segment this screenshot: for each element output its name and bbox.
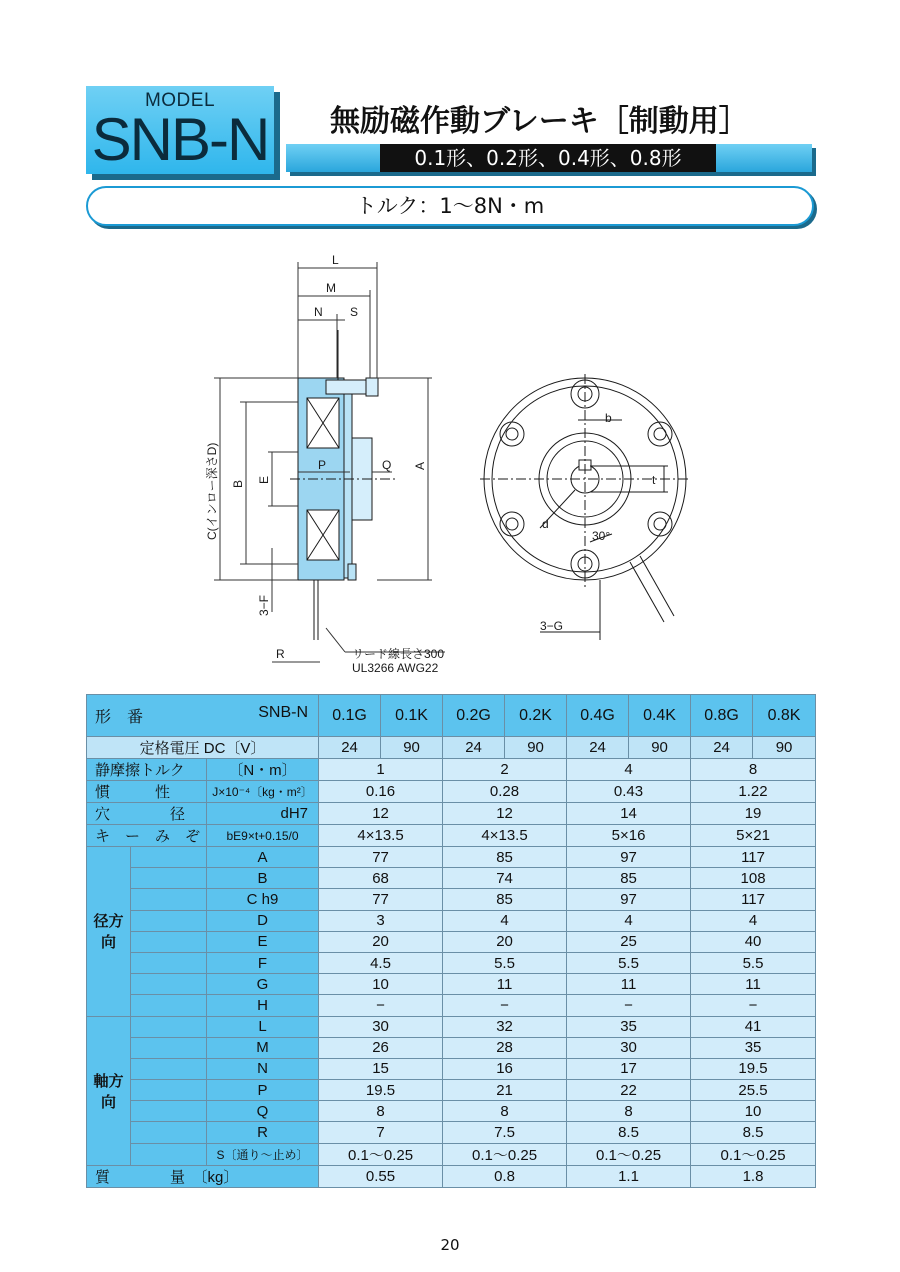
value-cell: 30 — [319, 1016, 443, 1037]
side-view — [290, 330, 395, 640]
value-cell: − — [443, 995, 567, 1016]
value-cell: 5.5 — [567, 952, 691, 973]
value-cell: 85 — [567, 868, 691, 889]
radial-category: 径方向 — [87, 847, 131, 1017]
torque-label: 静摩擦トルク — [87, 759, 207, 781]
voltage-cell: 90 — [753, 737, 816, 759]
value-cell: 4 — [443, 910, 567, 931]
bore-label: 穴 径 — [87, 803, 207, 825]
key-label: キ ー み ぞ — [87, 825, 207, 847]
value-cell: 97 — [567, 847, 691, 868]
torque-range: トルク：1〜8N・m — [86, 186, 814, 226]
front-view — [480, 374, 690, 640]
radial-row — [87, 868, 816, 889]
value-cell: 11 — [443, 974, 567, 995]
lead-note-wire: UL3266 AWG22 — [352, 661, 439, 675]
subtitle: 0.1形、0.2形、0.4形、0.8形 — [380, 144, 716, 172]
value-cell: 0.1〜0.25 — [319, 1143, 443, 1165]
value-cell: 4 — [567, 910, 691, 931]
key-row — [87, 825, 816, 847]
mass-cell: 0.55 — [319, 1165, 443, 1187]
value-cell: 8 — [319, 1101, 443, 1122]
dim-symbol: P — [207, 1080, 319, 1101]
model-cell: 0.1G — [319, 695, 381, 737]
radial-row — [87, 910, 816, 931]
dim-symbol: G — [207, 974, 319, 995]
axial-row — [87, 1143, 816, 1165]
bore-cell: 12 — [319, 803, 443, 825]
inertia-unit: J×10⁻⁴〔kg・m²〕 — [207, 781, 319, 803]
dim-label-C: C(インロー深さD) — [205, 442, 219, 540]
value-cell: 74 — [443, 868, 567, 889]
bore-cell: 12 — [443, 803, 567, 825]
value-cell: 4 — [691, 910, 816, 931]
radial-row — [87, 974, 816, 995]
model-cell: 0.2K — [505, 695, 567, 737]
dim-label-F: 3−F — [257, 594, 271, 616]
torque-unit: 〔N・m〕 — [207, 759, 319, 781]
voltage-cell: 90 — [505, 737, 567, 759]
radial-row — [87, 952, 816, 973]
dim-label-b: b — [605, 411, 612, 425]
value-cell: 117 — [691, 847, 816, 868]
value-cell: 5.5 — [443, 952, 567, 973]
torque-cell: 4 — [567, 759, 691, 781]
bore-cell: 19 — [691, 803, 816, 825]
bore-row — [87, 803, 816, 825]
dim-symbol: Q — [207, 1101, 319, 1122]
model-code: SNB-N — [91, 106, 269, 173]
dim-label-R: R — [276, 647, 285, 661]
value-cell: 20 — [443, 931, 567, 952]
dim-label-S: S — [350, 305, 359, 319]
voltage-cell: 24 — [319, 737, 381, 759]
dim-label-B: B — [231, 479, 245, 488]
value-cell: 26 — [319, 1037, 443, 1058]
value-cell: 10 — [691, 1101, 816, 1122]
inertia-row — [87, 781, 816, 803]
voltage-cell: 24 — [567, 737, 629, 759]
model-cell: 0.8G — [691, 695, 753, 737]
value-cell: 28 — [443, 1037, 567, 1058]
dim-label-P: P — [318, 458, 327, 472]
mass-cell: 1.8 — [691, 1165, 816, 1187]
torque-cell: 2 — [443, 759, 567, 781]
radial-row — [87, 931, 816, 952]
dim-symbol: S〔通り〜止め〕 — [207, 1143, 319, 1165]
dim-symbol: E — [207, 931, 319, 952]
mass-row — [87, 1165, 816, 1187]
value-cell: 20 — [319, 931, 443, 952]
value-cell: 19.5 — [319, 1080, 443, 1101]
value-cell: 22 — [567, 1080, 691, 1101]
value-cell: 15 — [319, 1058, 443, 1079]
model-series: SNB-N — [258, 704, 309, 721]
axial-row — [87, 1016, 816, 1037]
inertia-cell: 0.28 — [443, 781, 567, 803]
bore-unit: dH7 — [207, 803, 319, 825]
voltage-cell: 90 — [629, 737, 691, 759]
dim-label-G: 3−G — [540, 619, 564, 633]
value-cell: 97 — [567, 889, 691, 910]
voltage-label: 定格電圧 DC〔V〕 — [87, 737, 319, 759]
value-cell: 8 — [443, 1101, 567, 1122]
value-cell: 0.1〜0.25 — [443, 1143, 567, 1165]
model-header-label: 形 番 — [95, 709, 144, 726]
key-unit: bE9×t+0.15/0 — [207, 825, 319, 847]
value-cell: 4.5 — [319, 952, 443, 973]
value-cell: 8.5 — [567, 1122, 691, 1143]
value-cell: 41 — [691, 1016, 816, 1037]
key-cell: 4×13.5 — [443, 825, 567, 847]
key-cell: 4×13.5 — [319, 825, 443, 847]
value-cell: 35 — [691, 1037, 816, 1058]
dim-symbol: M — [207, 1037, 319, 1058]
dim-label-E: E — [257, 475, 271, 484]
mass-cell: 0.8 — [443, 1165, 567, 1187]
dim-label-A: A — [413, 461, 427, 470]
value-cell: 19.5 — [691, 1058, 816, 1079]
model-badge — [86, 86, 274, 174]
lead-note-length: リード線長さ300 — [352, 647, 445, 661]
axial-row — [87, 1037, 816, 1058]
dim-label-d: d — [542, 517, 549, 531]
dim-label-L: L — [332, 253, 339, 267]
radial-row — [87, 889, 816, 910]
table-header-row — [87, 695, 816, 737]
axial-row — [87, 1101, 816, 1122]
axial-row — [87, 1058, 816, 1079]
value-cell: 30 — [567, 1037, 691, 1058]
axial-category: 軸方向 — [87, 1016, 131, 1165]
radial-row — [87, 847, 816, 868]
value-cell: 25.5 — [691, 1080, 816, 1101]
inertia-cell: 0.16 — [319, 781, 443, 803]
model-cell: 0.4K — [629, 695, 691, 737]
value-cell: 8 — [567, 1101, 691, 1122]
mass-cell: 1.1 — [567, 1165, 691, 1187]
voltage-row — [87, 737, 816, 759]
technical-drawing — [0, 240, 900, 680]
key-cell: 5×21 — [691, 825, 816, 847]
value-cell: 40 — [691, 931, 816, 952]
value-cell: 10 — [319, 974, 443, 995]
bore-cell: 14 — [567, 803, 691, 825]
dim-symbol: D — [207, 910, 319, 931]
value-cell: 7.5 — [443, 1122, 567, 1143]
value-cell: 11 — [691, 974, 816, 995]
model-cell: 0.4G — [567, 695, 629, 737]
value-cell: 3 — [319, 910, 443, 931]
value-cell: 85 — [443, 889, 567, 910]
dim-label-angle: 30° — [592, 529, 611, 543]
value-cell: 108 — [691, 868, 816, 889]
inertia-label: 慣 性 — [87, 781, 207, 803]
spec-table — [86, 694, 816, 1188]
value-cell: 35 — [567, 1016, 691, 1037]
value-cell: 32 — [443, 1016, 567, 1037]
page-title: 無励磁作動ブレーキ［制動用］ — [330, 104, 749, 139]
value-cell: 77 — [319, 889, 443, 910]
mass-label: 質 量 〔kg〕 — [87, 1165, 319, 1187]
model-label: MODEL — [144, 90, 216, 111]
model-header-cell — [87, 695, 319, 737]
value-cell: 16 — [443, 1058, 567, 1079]
inertia-cell: 0.43 — [567, 781, 691, 803]
dim-symbol: B — [207, 868, 319, 889]
model-cell: 0.2G — [443, 695, 505, 737]
dim-symbol: C h9 — [207, 889, 319, 910]
value-cell: 7 — [319, 1122, 443, 1143]
value-cell: − — [567, 995, 691, 1016]
axial-row — [87, 1080, 816, 1101]
torque-cell: 1 — [319, 759, 443, 781]
voltage-cell: 90 — [381, 737, 443, 759]
value-cell: 8.5 — [691, 1122, 816, 1143]
dim-label-M: M — [326, 281, 336, 295]
value-cell: 117 — [691, 889, 816, 910]
key-cell: 5×16 — [567, 825, 691, 847]
dim-symbol: L — [207, 1016, 319, 1037]
value-cell: 11 — [567, 974, 691, 995]
value-cell: 0.1〜0.25 — [691, 1143, 816, 1165]
value-cell: 25 — [567, 931, 691, 952]
value-cell: 21 — [443, 1080, 567, 1101]
value-cell: 5.5 — [691, 952, 816, 973]
value-cell: − — [691, 995, 816, 1016]
dim-symbol: N — [207, 1058, 319, 1079]
value-cell: 85 — [443, 847, 567, 868]
page-number: 20 — [440, 1236, 460, 1254]
dim-label-t: t — [652, 473, 656, 487]
dim-symbol: F — [207, 952, 319, 973]
value-cell: − — [319, 995, 443, 1016]
torque-row — [87, 759, 816, 781]
dim-label-Q: Q — [382, 458, 392, 472]
radial-row — [87, 995, 816, 1016]
inertia-cell: 1.22 — [691, 781, 816, 803]
dim-symbol: R — [207, 1122, 319, 1143]
value-cell: 68 — [319, 868, 443, 889]
torque-cell: 8 — [691, 759, 816, 781]
voltage-cell: 24 — [691, 737, 753, 759]
model-cell: 0.8K — [753, 695, 816, 737]
dim-label-N: N — [314, 305, 323, 319]
model-cell: 0.1K — [381, 695, 443, 737]
value-cell: 77 — [319, 847, 443, 868]
voltage-cell: 24 — [443, 737, 505, 759]
value-cell: 0.1〜0.25 — [567, 1143, 691, 1165]
dim-symbol: A — [207, 847, 319, 868]
value-cell: 17 — [567, 1058, 691, 1079]
dim-symbol: H — [207, 995, 319, 1016]
axial-row — [87, 1122, 816, 1143]
